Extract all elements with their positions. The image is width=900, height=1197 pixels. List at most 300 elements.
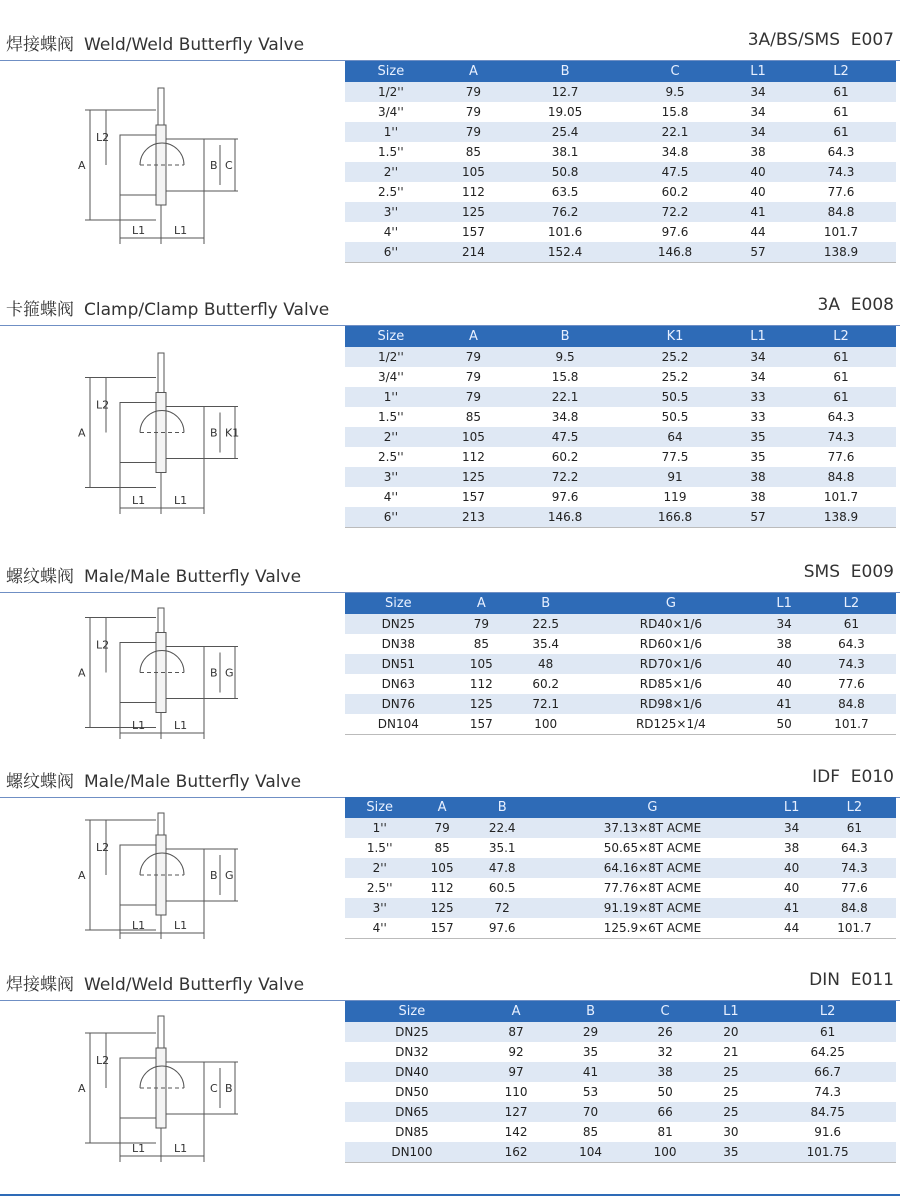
table-cell: 74.3	[807, 654, 896, 674]
table-cell: 22.5	[511, 614, 580, 634]
table-cell: 47.5	[620, 162, 730, 182]
table-cell: 63.5	[551, 185, 579, 199]
column-header: G	[580, 593, 761, 614]
table-cell: 91	[620, 467, 730, 487]
table-row	[345, 82, 896, 102]
table-row	[345, 614, 896, 634]
table-row	[345, 898, 896, 918]
table-cell: DN50	[395, 1085, 429, 1099]
table-header-row	[345, 593, 896, 614]
valve-diagram	[70, 805, 240, 949]
table-cell: 34	[761, 614, 806, 634]
table-cell: 104	[553, 1142, 628, 1163]
table-cell: 112	[461, 450, 485, 464]
dim-label-l2: L2	[96, 638, 110, 652]
column-header: L2	[807, 593, 896, 614]
table-cell: 64.3	[827, 145, 855, 159]
table-cell: 21	[723, 1045, 739, 1059]
table-cell: 74.3	[786, 427, 896, 447]
dim-label-l2: L2	[96, 841, 110, 854]
table-cell: 77.6	[827, 185, 855, 199]
table-row	[345, 1142, 896, 1163]
table-cell: 41	[730, 202, 786, 222]
table-header-row	[345, 61, 896, 82]
spec-table	[345, 593, 896, 735]
table-cell: 38.1	[551, 145, 579, 159]
dim-label-l1-left: L1	[132, 224, 146, 237]
table-cell: 33	[730, 387, 786, 407]
table-row	[345, 162, 896, 182]
dim-label-b: C	[210, 1082, 218, 1095]
table-cell: 119	[663, 490, 687, 504]
column-header: L1	[770, 797, 812, 818]
dim-label-b: B	[210, 869, 218, 882]
table-cell: 138.9	[786, 242, 896, 263]
table-cell: DN76	[345, 694, 452, 714]
dim-label-c: B	[225, 1082, 233, 1095]
table-cell: 125	[414, 898, 469, 918]
table-row	[345, 367, 896, 387]
table-cell: 77.5	[661, 450, 689, 464]
table-cell: 84.8	[786, 467, 896, 487]
table-cell: 15.8	[661, 105, 689, 119]
table-cell: 146.8	[510, 507, 620, 528]
table-cell: 105	[414, 858, 469, 878]
table-row	[345, 818, 896, 838]
table-cell: 87	[479, 1022, 554, 1042]
table-cell: 72	[470, 898, 535, 918]
dim-label-c: K1	[225, 426, 240, 440]
section-title	[6, 295, 329, 320]
table-cell: 34.8	[551, 410, 579, 424]
table-cell: 47.5	[510, 427, 620, 447]
table-cell: 9.5	[510, 347, 620, 367]
valve-diagram	[70, 345, 240, 524]
table-cell: 60.2	[661, 185, 689, 199]
table-header-row	[345, 1001, 896, 1022]
dim-label-a: A	[78, 666, 86, 680]
table-cell: 1/2''	[345, 82, 437, 102]
table-row	[345, 838, 896, 858]
table-row	[345, 427, 896, 447]
column-header: Size	[345, 593, 452, 614]
table-row	[345, 878, 896, 898]
table-cell: 110	[504, 1085, 528, 1099]
table-cell: 101.7	[823, 225, 859, 239]
table-cell: 34.8	[661, 145, 689, 159]
table-cell: 35	[582, 1045, 599, 1059]
column-header: A	[437, 326, 510, 347]
table-cell: 38	[776, 637, 792, 651]
column-header: L2	[786, 61, 896, 82]
table-cell: 34	[750, 105, 766, 119]
table-cell: 100	[628, 1142, 703, 1163]
table-cell: 79	[437, 347, 510, 367]
table-row	[345, 222, 896, 242]
dim-label-b: B	[210, 426, 218, 440]
dim-label-l2: L2	[96, 398, 110, 412]
table-cell: 77.76×8T ACME	[603, 881, 702, 895]
table-cell: 101.6	[547, 225, 583, 239]
table-cell: 74.3	[786, 162, 896, 182]
table-cell: 35	[702, 1142, 759, 1163]
table-cell: 2.5''	[378, 185, 404, 199]
table-cell: 12.7	[510, 82, 620, 102]
table-cell: 64.25	[810, 1045, 845, 1059]
table-cell: 64.3	[827, 410, 855, 424]
table-cell: DN32	[395, 1045, 429, 1059]
table-cell: 61	[786, 387, 896, 407]
table-cell: 84.8	[813, 898, 896, 918]
table-cell: 214	[437, 242, 510, 263]
table-row	[345, 387, 896, 407]
dim-label-l1-left: L1	[132, 494, 146, 507]
section-code: DIN E011	[809, 970, 894, 990]
table-cell: 44	[750, 225, 766, 239]
table-cell: 44	[770, 918, 812, 939]
column-header: B	[510, 61, 620, 82]
table-cell: 57	[730, 242, 786, 263]
table-cell: 25.2	[620, 347, 730, 367]
column-header: Size	[345, 326, 437, 347]
column-header: B	[470, 797, 535, 818]
table-cell: 91.6	[814, 1125, 842, 1139]
dim-label-b: B	[210, 666, 218, 680]
table-cell: 72.1	[511, 694, 580, 714]
table-row	[345, 447, 896, 467]
valve-drawing	[70, 805, 240, 945]
section-code: IDF E010	[812, 767, 894, 787]
section-title-en: Male/Male Butterfly Valve	[84, 772, 302, 792]
table-cell: 34	[730, 82, 786, 102]
table-cell: 125.9×6T ACME	[535, 918, 771, 939]
table-cell: 97.6	[551, 490, 579, 504]
table-cell: 81	[657, 1125, 673, 1139]
section-title-en: Weld/Weld Butterfly Valve	[84, 975, 305, 995]
table-cell: 85	[465, 145, 482, 159]
valve-drawing	[70, 1008, 240, 1168]
table-cell: RD98×1/6	[580, 694, 761, 714]
spec-table	[345, 61, 896, 263]
table-cell: 74.3	[814, 1085, 842, 1099]
table-cell: 40	[770, 858, 812, 878]
table-cell: 40	[730, 162, 786, 182]
table-cell: 50.8	[510, 162, 620, 182]
valve-drawing	[70, 600, 240, 745]
table-cell: 1''	[345, 818, 414, 838]
section-code: 3A/BS/SMS E007	[747, 30, 894, 50]
table-cell: DN85	[395, 1125, 429, 1139]
table-cell: 34	[750, 370, 766, 384]
table-cell: 61	[759, 1022, 896, 1042]
bottom-rule	[0, 1194, 900, 1196]
table-cell: 25	[702, 1062, 759, 1082]
table-cell: 2.5''	[378, 450, 404, 464]
section-title-cn: 卡箍蝶阀	[6, 300, 74, 320]
table-cell: 66	[628, 1102, 703, 1122]
table-cell: 61	[807, 614, 896, 634]
table-cell: 29	[553, 1022, 628, 1042]
dim-label-l2: L2	[96, 131, 110, 144]
table-row	[345, 142, 896, 162]
table-row	[345, 714, 896, 735]
table-cell: 101.75	[759, 1142, 896, 1163]
table-cell: 40	[776, 677, 792, 691]
table-cell: 79	[452, 614, 511, 634]
table-header-row	[345, 797, 896, 818]
table-cell: 79	[437, 387, 510, 407]
column-header: L1	[702, 1001, 759, 1022]
column-header: L2	[786, 326, 896, 347]
table-cell: 41	[770, 898, 812, 918]
table-cell: 127	[479, 1102, 554, 1122]
table-cell: 9.5	[620, 82, 730, 102]
table-row	[345, 122, 896, 142]
table-cell: 61	[786, 347, 896, 367]
table-cell: 41	[553, 1062, 628, 1082]
table-cell: 125	[452, 694, 511, 714]
table-row	[345, 694, 896, 714]
column-header: K1	[620, 326, 730, 347]
table-cell: DN65	[345, 1102, 479, 1122]
table-cell: 1.5''	[378, 410, 404, 424]
dim-label-b: B	[210, 159, 218, 172]
column-header: A	[452, 593, 511, 614]
table-row	[345, 1062, 896, 1082]
table-row	[345, 507, 896, 528]
table-row	[345, 1082, 896, 1102]
table-cell: 3''	[345, 467, 437, 487]
spec-table	[345, 797, 896, 939]
table-cell: 166.8	[620, 507, 730, 528]
table-cell: 105	[437, 427, 510, 447]
dim-label-c: C	[225, 159, 233, 172]
table-cell: 25.4	[510, 122, 620, 142]
table-cell: 22.4	[470, 818, 535, 838]
dim-label-a: A	[78, 426, 86, 440]
table-cell: 3''	[345, 202, 437, 222]
table-cell: 101.7	[813, 918, 896, 939]
table-cell: 26	[628, 1022, 703, 1042]
table-cell: 34	[770, 818, 812, 838]
column-header: Size	[345, 1001, 479, 1022]
section-title-en: Clamp/Clamp Butterfly Valve	[84, 300, 330, 320]
table-cell: 35	[750, 450, 766, 464]
table-cell: 152.4	[510, 242, 620, 263]
table-cell: 157	[452, 714, 511, 735]
table-cell: 50.65×8T ACME	[603, 841, 702, 855]
table-cell: 213	[437, 507, 510, 528]
table-cell: 77.6	[838, 677, 865, 691]
table-row	[345, 674, 896, 694]
table-cell: 1''	[345, 387, 437, 407]
valve-diagram	[70, 1008, 240, 1172]
table-cell: 84.75	[759, 1102, 896, 1122]
table-cell: 38	[628, 1062, 703, 1082]
table-cell: 6''	[345, 507, 437, 528]
table-cell: DN104	[345, 714, 452, 735]
table-cell: 79	[465, 105, 482, 119]
table-cell: 38	[783, 841, 800, 855]
table-cell: 97.6	[470, 918, 535, 939]
table-cell: 76.2	[510, 202, 620, 222]
table-cell: DN51	[345, 654, 452, 674]
table-row	[345, 467, 896, 487]
section-code: SMS E009	[803, 562, 894, 582]
table-cell: 61	[833, 370, 849, 384]
valve-drawing	[70, 345, 240, 520]
table-row	[345, 182, 896, 202]
table-cell: 97.6	[661, 225, 689, 239]
table-cell: 157	[461, 225, 485, 239]
dim-label-a: A	[78, 869, 86, 882]
table-cell: RD40×1/6	[580, 614, 761, 634]
dim-label-l1-right: L1	[174, 224, 188, 237]
spec-table	[345, 326, 896, 528]
table-cell: 61	[813, 818, 896, 838]
column-header: A	[479, 1001, 554, 1022]
table-cell: 2.5''	[366, 881, 393, 895]
table-cell: 64.3	[841, 841, 868, 855]
column-header: C	[628, 1001, 703, 1022]
table-cell: 105	[437, 162, 510, 182]
column-header: Size	[345, 797, 414, 818]
section-title-cn: 螺纹蝶阀	[6, 567, 74, 587]
table-cell: 35	[730, 427, 786, 447]
table-cell: 50.5	[620, 387, 730, 407]
table-cell: 72.2	[510, 467, 620, 487]
table-cell: 50.5	[661, 410, 689, 424]
table-cell: 38	[750, 490, 766, 504]
table-cell: 38	[730, 467, 786, 487]
table-cell: 33	[750, 410, 766, 424]
table-cell: 138.9	[786, 507, 896, 528]
table-cell: 15.8	[551, 370, 579, 384]
column-header: L1	[761, 593, 806, 614]
column-header: L2	[759, 1001, 896, 1022]
table-cell: 1.5''	[366, 841, 393, 855]
table-row	[345, 1022, 896, 1042]
table-cell: 3''	[345, 898, 414, 918]
table-cell: 85	[434, 841, 450, 855]
table-cell: 97	[479, 1062, 554, 1082]
table-cell: 101.7	[823, 490, 859, 504]
table-cell: 84.8	[786, 202, 896, 222]
table-cell: 112	[430, 881, 454, 895]
column-header: L2	[813, 797, 896, 818]
dim-label-l1-left: L1	[132, 919, 146, 932]
table-cell: 35.4	[532, 637, 560, 651]
table-cell: RD125×1/4	[580, 714, 761, 735]
section-title	[6, 767, 301, 792]
table-cell: 61	[786, 122, 896, 142]
table-cell: 47.8	[470, 858, 535, 878]
table-cell: 30	[723, 1125, 739, 1139]
table-cell: 157	[414, 918, 469, 939]
table-cell: 64.3	[838, 637, 865, 651]
table-cell: 38	[750, 145, 766, 159]
table-cell: RD60×1/6	[639, 637, 702, 651]
table-cell: 1.5''	[378, 145, 404, 159]
table-row	[345, 407, 896, 427]
table-cell: 1/2''	[345, 347, 437, 367]
table-cell: 84.8	[807, 694, 896, 714]
dim-label-l1-left: L1	[132, 1142, 146, 1155]
table-cell: 25.2	[661, 370, 689, 384]
table-cell: 60.5	[488, 881, 516, 895]
section-title-en: Weld/Weld Butterfly Valve	[84, 35, 305, 55]
section-title-en: Male/Male Butterfly Valve	[84, 567, 302, 587]
table-cell: 34	[730, 347, 786, 367]
table-cell: 34	[730, 122, 786, 142]
dim-label-l1-right: L1	[174, 919, 188, 932]
column-header: G	[535, 797, 771, 818]
table-cell: 77.6	[827, 450, 855, 464]
table-cell: 2''	[345, 162, 437, 182]
dim-label-l1-right: L1	[174, 1142, 188, 1155]
table-cell: 60.2	[532, 677, 560, 691]
table-cell: 74.3	[813, 858, 896, 878]
table-cell: 79	[414, 818, 469, 838]
table-cell: 146.8	[620, 242, 730, 263]
table-cell: RD70×1/6	[580, 654, 761, 674]
dim-label-l1-right: L1	[174, 494, 188, 507]
table-cell: 64.16×8T ACME	[535, 858, 771, 878]
column-header: B	[510, 326, 620, 347]
table-cell: 125	[437, 467, 510, 487]
column-header: Size	[345, 61, 437, 82]
table-cell: 19.05	[547, 105, 583, 119]
table-cell: 48	[511, 654, 580, 674]
table-cell: 70	[553, 1102, 628, 1122]
dim-label-c: G	[225, 869, 234, 882]
table-row	[345, 634, 896, 654]
dim-label-a: A	[78, 159, 86, 172]
valve-diagram	[70, 80, 240, 254]
section-title	[6, 970, 304, 995]
column-header: L1	[730, 61, 786, 82]
table-cell: 101.7	[807, 714, 896, 735]
section-title-cn: 螺纹蝶阀	[6, 772, 74, 792]
table-cell: 66.7	[759, 1062, 896, 1082]
table-cell: DN38	[381, 637, 416, 651]
table-cell: 22.1	[510, 387, 620, 407]
table-cell: RD85×1/6	[639, 677, 702, 691]
section-code: 3A E008	[817, 295, 894, 315]
table-cell: 112	[469, 677, 493, 691]
table-row	[345, 1102, 896, 1122]
table-cell: 32	[657, 1045, 673, 1059]
table-cell: 50	[761, 714, 806, 735]
table-cell: 85	[473, 637, 489, 651]
dim-label-c: G	[225, 666, 234, 680]
table-cell: 41	[761, 694, 806, 714]
table-row	[345, 918, 896, 939]
spec-table	[345, 1001, 896, 1163]
table-cell: 40	[761, 654, 806, 674]
dim-label-l1-left: L1	[132, 719, 146, 732]
valve-drawing	[70, 80, 240, 250]
valve-diagram	[70, 600, 240, 749]
table-cell: 85	[465, 410, 482, 424]
table-cell: 25	[723, 1085, 739, 1099]
table-cell: 50	[657, 1085, 673, 1099]
table-cell: 53	[582, 1085, 599, 1099]
table-cell: 72.2	[620, 202, 730, 222]
table-cell: 40	[750, 185, 766, 199]
table-cell: 3/4''	[377, 105, 404, 119]
table-cell: 3/4''	[377, 370, 404, 384]
